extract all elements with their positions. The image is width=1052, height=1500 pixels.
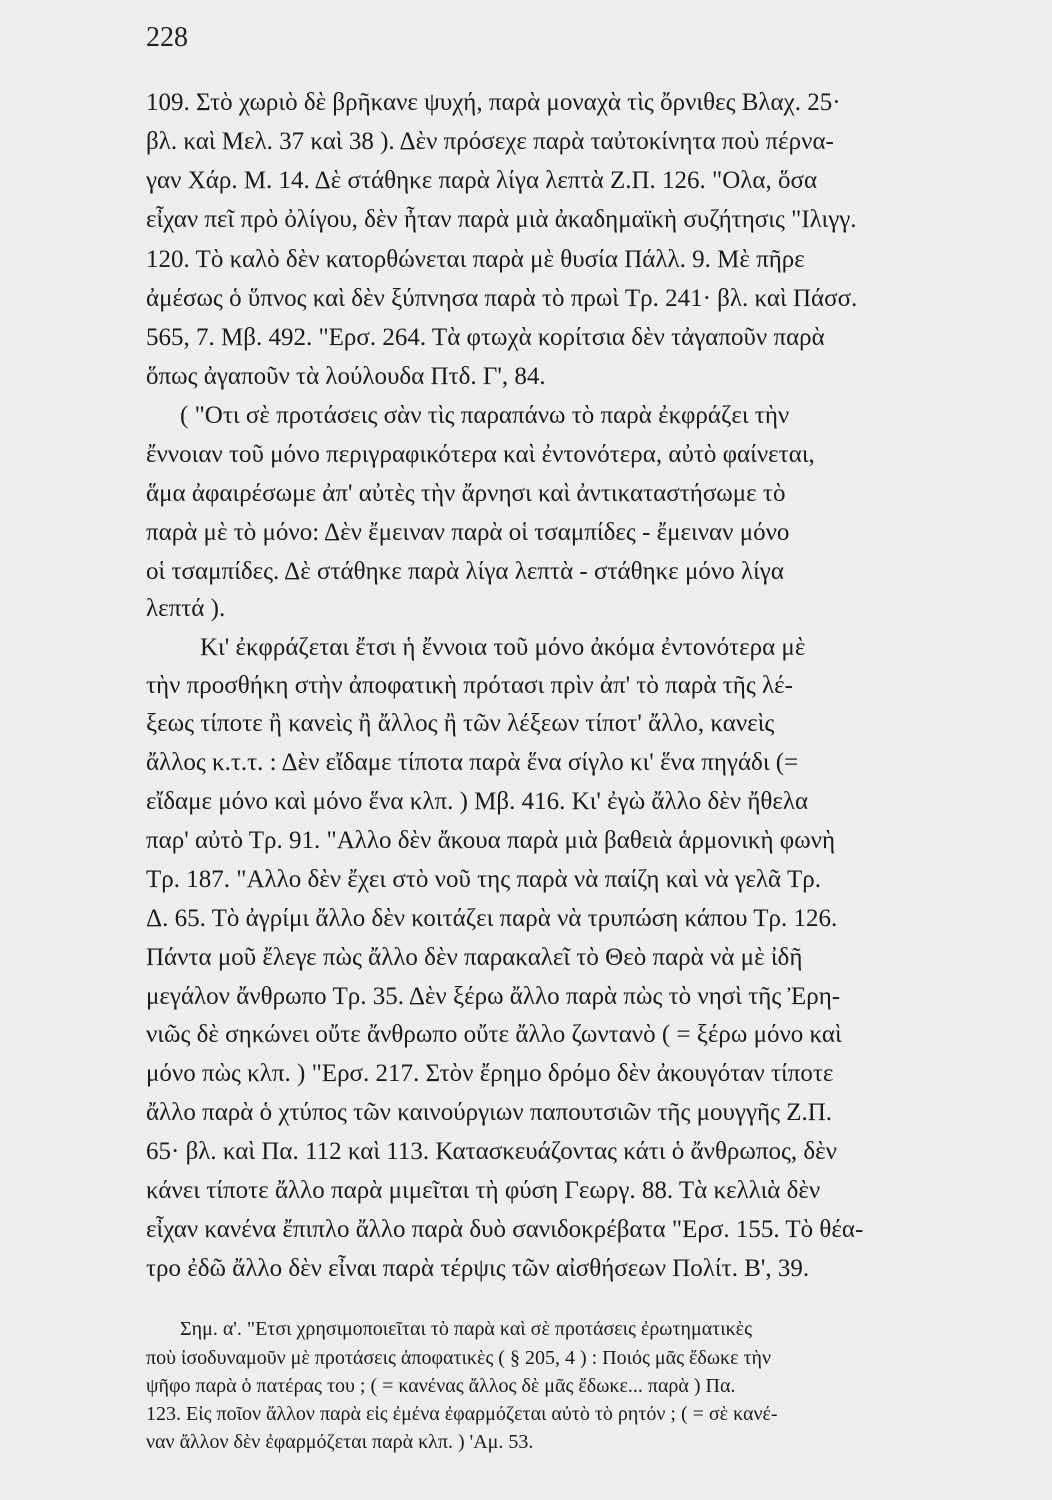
note-line: ψῆφο παρὰ ὁ πατέρας του ; ( = κανένας ἄλλος δὲ μᾶς ἔδωκε... παρὰ ) Πα. <box>146 1375 736 1397</box>
text-line: γαν Χάρ. Μ. 14. Δὲ στάθηκε παρὰ λίγα λεπτὰ Ζ.Π. 126. "Ολα, ὅσα <box>146 167 818 194</box>
text-line: Κι' ἐκφράζεται ἔτσι ἡ ἔννοια τοῦ μόνο ἀκόμα ἐντονότερα μὲ <box>200 634 806 661</box>
text-line: ἄλλο παρὰ ὁ χτύπος τῶν καινούργιων παπουτσιῶν τῆς μουγγῆς Ζ.Π. <box>146 1099 833 1126</box>
text-line: νιῶς δὲ σηκώνει οὔτε ἄνθρωπο οὔτε ἄλλο ζωντανὸ ( = ξέρω μόνο καὶ <box>146 1021 842 1048</box>
text-line: 65· βλ. καὶ Πα. 112 καὶ 113. Κατασκευάζοντας κάτι ὁ ἄνθρωπος, δὲν <box>146 1138 837 1165</box>
note-line: 123. Εἰς ποῖον ἄλλον παρὰ εἰς ἐμένα ἐφαρμόζεται αὐτὸ τὸ ρητόν ; ( = σὲ κανέ- <box>146 1403 778 1425</box>
text-line: εἶχαν πεῖ πρὸ ὀλίγου, δὲν ἦταν παρὰ μιὰ ἀκαδημαϊκὴ συζήτησις "Ιλιγγ. <box>146 206 857 233</box>
text-line: τὴν προσθήκη στὴν ἀποφατικὴ πρότασι πρὶν ἀπ' τὸ παρὰ τῆς λέ- <box>146 672 793 699</box>
text-line: ἔννοιαν τοῦ μόνο περιγραφικότερα καὶ ἐντονότερα, αὐτὸ φαίνεται, <box>146 441 815 468</box>
text-line: 109. Στὸ χωριὸ δὲ βρῆκανε ψυχή, παρὰ μοναχὰ τὶς ὄρνιθες Βλαχ. 25· <box>146 89 841 116</box>
text-line: οἱ τσαμπίδες. Δὲ στάθηκε παρὰ λίγα λεπτὰ - στάθηκε μόνο λίγα <box>146 558 784 585</box>
text-line: βλ. καὶ Μελ. 37 καὶ 38 ). Δὲν πρόσεχε παρὰ ταὐτοκίνητα ποὺ πέρνα- <box>146 128 834 155</box>
note-line: Σημ. α'. "Ετσι χρησιμοποιεῖται τὸ παρὰ καὶ σὲ προτάσεις ἐρωτηματικὲς <box>180 1318 752 1340</box>
text-line: παρ' αὐτὸ Τρ. 91. "Αλλο δὲν ἄκουα παρὰ μιὰ βαθειὰ ἁρμονικὴ φωνὴ <box>146 827 836 854</box>
note-line: ποὺ ἰσοδυναμοῦν μὲ προτάσεις ἀποφατικὲς ( § 205, 4 ) : Ποιός μᾶς ἔδωκε τὴν <box>146 1347 772 1369</box>
text-line: ἅμα ἀφαιρέσωμε ἀπ' αὐτὲς τὴν ἄρνησι καὶ ἀντικαταστήσωμε τὸ <box>146 480 786 507</box>
text-line: 120. Τὸ καλὸ δὲν κατορθώνεται παρὰ μὲ θυσία Πάλλ. 9. Μὲ πῆρε <box>146 246 805 273</box>
text-line: ἀμέσως ὁ ὕπνος καὶ δὲν ξύπνησα παρὰ τὸ πρωὶ Τρ. 241· βλ. καὶ Πάσσ. <box>146 285 858 312</box>
note-line: ναν ἄλλον δὲν ἐφαρμόζεται παρὰ κλπ. ) 'Αμ. 53. <box>146 1431 534 1453</box>
text-line: εἶχαν κανένα ἔπιπλο ἄλλο παρὰ δυὸ σανιδοκρέβατα "Ερσ. 155. Τὸ θέα- <box>146 1216 864 1243</box>
text-line: Τρ. 187. "Αλλο δὲν ἔχει στὸ νοῦ της παρὰ νὰ παίζη καὶ νὰ γελᾶ Τρ. <box>146 866 821 893</box>
text-line: ξεως τίποτε ἢ κανεὶς ἢ ἄλλος ἢ τῶν λέξεων τίποτ' ἄλλο, κανεὶς <box>146 710 775 737</box>
text-line: εἴδαμε μόνο καὶ μόνο ἕνα κλπ. ) Μβ. 416. Κι' ἐγὼ ἄλλο δὲν ἤθελα <box>146 788 809 815</box>
page-number: 228 <box>146 22 188 53</box>
text-line: ἄλλος κ.τ.τ. : Δὲν εἴδαμε τίποτα παρὰ ἕνα σίγλο κι' ἕνα πηγάδι (= <box>146 749 799 776</box>
text-line: Πάντα μοῦ ἔλεγε πὼς ἄλλο δὲν παρακαλεῖ τὸ Θεὸ παρὰ νὰ μὲ ἰδῆ <box>146 944 803 971</box>
text-line: ( "Οτι σὲ προτάσεις σὰν τὶς παραπάνω τὸ παρὰ ἐκφράζει τὴν <box>180 402 790 429</box>
text-line: 565, 7. Μβ. 492. "Ερσ. 264. Τὰ φτωχὰ κορίτσια δὲν τἀγαποῦν παρὰ <box>146 324 825 351</box>
text-line: μεγάλον ἄνθρωπο Τρ. 35. Δὲν ξέρω ἄλλο παρὰ πὼς τὸ νησὶ τῆς Ἐρη- <box>146 983 841 1010</box>
text-line: τρο ἐδῶ ἄλλο δὲν εἶναι παρὰ τέρψις τῶν αἰσθήσεων Πολίτ. Β', 39. <box>146 1255 810 1282</box>
text-line: λεπτά ). <box>146 595 226 622</box>
text-line: κάνει τίποτε ἄλλο παρὰ μιμεῖται τὴ φύση Γεωργ. 88. Τὰ κελλιὰ δὲν <box>146 1177 821 1204</box>
text-line: ὅπως ἀγαποῦν τὰ λούλουδα Πτδ. Γ', 84. <box>146 363 546 390</box>
text-line: παρὰ μὲ τὸ μόνο: Δὲν ἔμειναν παρὰ οἱ τσαμπίδες - ἔμειναν μόνο <box>146 519 790 546</box>
text-line: Δ. 65. Τὸ ἀγρίμι ἄλλο δὲν κοιτάζει παρὰ νὰ τρυπώση κάπου Τρ. 126. <box>146 905 838 932</box>
text-line: μόνο πὼς κλπ. ) "Ερσ. 217. Στὸν ἔρημο δρόμο δὲν ἀκουγόταν τίποτε <box>146 1060 834 1087</box>
